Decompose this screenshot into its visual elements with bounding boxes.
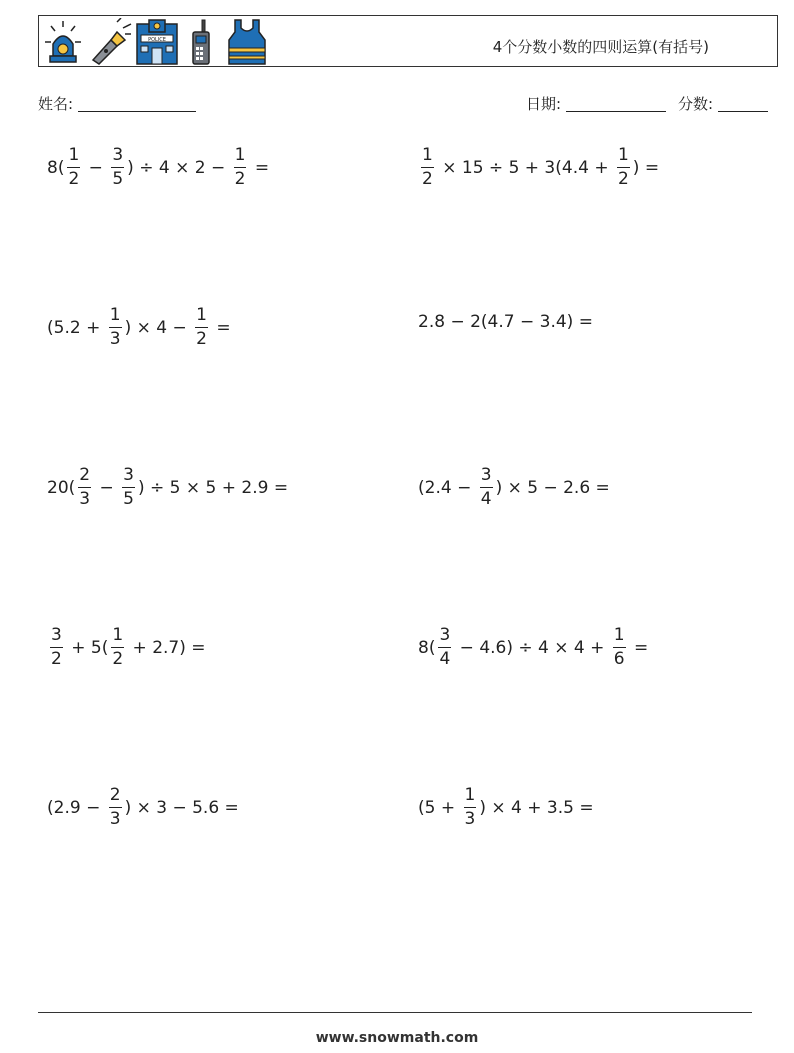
expression-text: ) × 3 − 5.6 =: [124, 797, 239, 818]
fraction-denominator: 6: [613, 649, 625, 669]
problem-1: [47, 147, 269, 188]
flashlight-icon: [89, 18, 133, 66]
footer-divider: [38, 1012, 752, 1013]
fraction: [480, 467, 493, 508]
fraction-denominator: 2: [112, 649, 124, 669]
expression-text: ) × 5 − 2.6 =: [495, 477, 610, 498]
expression-text: 8(: [47, 157, 65, 178]
fraction-numerator: 1: [196, 305, 207, 325]
fraction-denominator: 2: [51, 649, 62, 669]
fraction: [111, 627, 124, 668]
problem-2: [418, 147, 659, 188]
worksheet-header: [38, 15, 778, 67]
fraction-denominator: 3: [79, 489, 91, 509]
fraction-denominator: 2: [617, 169, 629, 189]
fraction-denominator: 4: [439, 649, 451, 669]
expression-text: (2.4 −: [418, 477, 477, 498]
fraction-numerator: 3: [480, 465, 492, 485]
expression-text: ) ÷ 5 × 5 + 2.9 =: [137, 477, 289, 498]
problem-7: [47, 627, 206, 668]
walkie-talkie-icon: [189, 18, 213, 66]
score-field: [678, 93, 768, 114]
expression-text: =: [210, 317, 231, 338]
expression-text: (5 +: [418, 797, 461, 818]
fraction: [438, 627, 451, 668]
fraction-denominator: 5: [123, 489, 134, 509]
fraction-numerator: 3: [439, 625, 451, 645]
fraction-numerator: 3: [112, 145, 124, 165]
expression-text: + 2.7) =: [127, 637, 206, 658]
date-label: 日期:: [526, 95, 562, 113]
fraction-denominator: 3: [109, 809, 121, 829]
name-blank[interactable]: [78, 95, 196, 112]
problem-9: [47, 787, 239, 828]
fraction: [421, 147, 434, 188]
police-vest-icon: [227, 18, 267, 66]
expression-text: 2.8 − 2(4.7 − 3.4) =: [418, 312, 593, 332]
fraction-numerator: 1: [68, 145, 80, 165]
problem-5: [47, 467, 288, 508]
score-blank[interactable]: [718, 95, 768, 112]
score-label: 分数:: [678, 95, 714, 113]
expression-text: ) ÷ 4 × 2 −: [127, 157, 231, 178]
date-blank[interactable]: [566, 95, 666, 112]
expression-text: ) × 4 −: [124, 317, 193, 338]
problem-3: [47, 307, 231, 348]
expression-text: (5.2 +: [47, 317, 106, 338]
fraction-numerator: 1: [234, 145, 246, 165]
problem-4: [418, 312, 593, 332]
name-label: 姓名:: [38, 95, 74, 113]
fraction-numerator: 1: [112, 625, 124, 645]
expression-text: =: [249, 157, 270, 178]
expression-text: (2.9 −: [47, 797, 106, 818]
fraction-numerator: 2: [109, 785, 121, 805]
fraction-numerator: 2: [79, 465, 91, 485]
police-station-icon: [135, 18, 179, 66]
fraction-denominator: 4: [480, 489, 492, 509]
fraction-numerator: 3: [123, 465, 134, 485]
fraction: [67, 147, 80, 188]
fraction-numerator: 1: [613, 625, 625, 645]
problem-10: [418, 787, 594, 828]
expression-text: + 5(: [65, 637, 109, 658]
fraction-denominator: 2: [196, 329, 207, 349]
expression-text: 8(: [418, 637, 436, 658]
fraction-denominator: 2: [234, 169, 246, 189]
expression-text: − 4.6) ÷ 4 × 4 +: [454, 637, 610, 658]
expression-text: −: [83, 157, 109, 178]
fraction: [613, 627, 626, 668]
expression-text: ) × 4 + 3.5 =: [479, 797, 594, 818]
fraction-denominator: 2: [422, 169, 433, 189]
fraction-numerator: 1: [109, 305, 121, 325]
fraction-numerator: 1: [464, 785, 476, 805]
fraction: [464, 787, 477, 828]
fraction-numerator: 1: [422, 145, 433, 165]
expression-text: 20(: [47, 477, 76, 498]
fraction: [617, 147, 630, 188]
fraction: [78, 467, 91, 508]
fraction: [109, 787, 122, 828]
svg-text:POLICE: POLICE: [148, 37, 166, 43]
fraction-denominator: 2: [68, 169, 80, 189]
date-field: [526, 93, 666, 114]
worksheet-title: 4个分数小数的四则运算(有括号): [492, 38, 709, 56]
expression-text: × 15 ÷ 5 + 3(4.4 +: [436, 157, 614, 178]
fraction-denominator: 5: [112, 169, 124, 189]
siren-light-icon: [43, 18, 83, 66]
fraction-numerator: 3: [51, 625, 62, 645]
fraction: [50, 627, 63, 668]
fraction: [122, 467, 135, 508]
fraction-numerator: 1: [617, 145, 629, 165]
fraction: [111, 147, 124, 188]
fraction-denominator: 3: [109, 329, 121, 349]
problem-8: [418, 627, 648, 668]
name-field: [38, 93, 196, 114]
fraction-denominator: 3: [464, 809, 476, 829]
fraction: [234, 147, 247, 188]
fraction: [109, 307, 122, 348]
expression-text: =: [628, 637, 649, 658]
problem-6: [418, 467, 610, 508]
expression-text: −: [94, 477, 120, 498]
expression-text: ) =: [632, 157, 660, 178]
footer-url: www.snowmath.com: [315, 1030, 479, 1046]
fraction: [195, 307, 208, 348]
